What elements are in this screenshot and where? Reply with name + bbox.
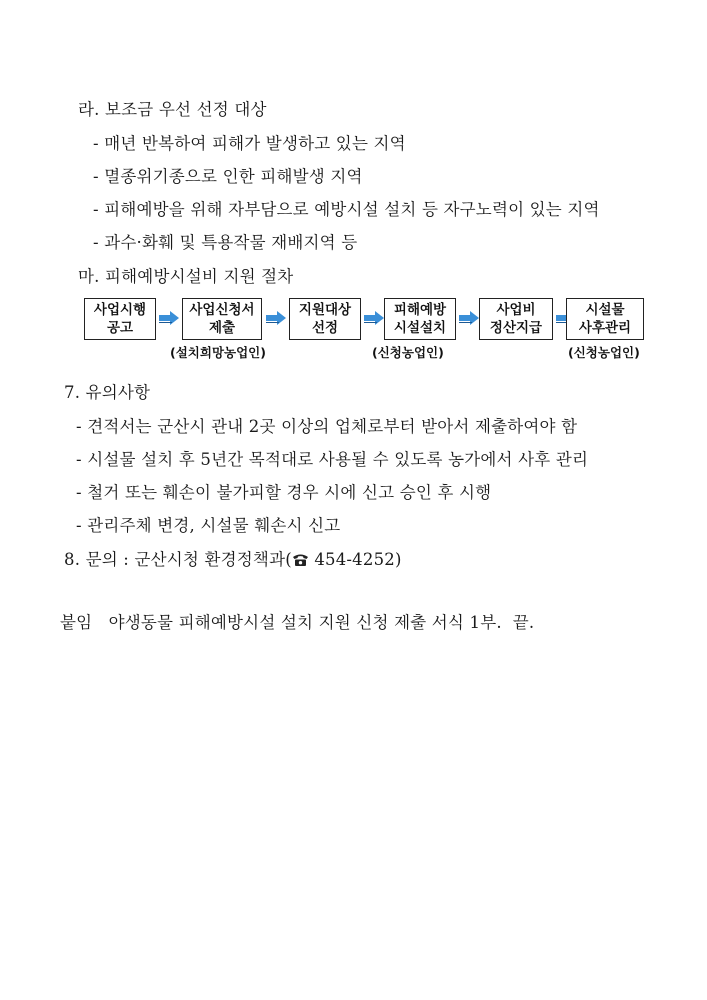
flow-step-5 xyxy=(479,298,553,340)
flow-step-6-note: (신청농업인) xyxy=(568,345,640,360)
flow-step-6-line1: 시설물 xyxy=(585,302,625,318)
section-ra-item-1: - 매년 반복하여 피해가 발생하고 있는 지역 xyxy=(93,134,406,153)
flow-step-3-line2: 선정 xyxy=(311,320,339,336)
flow-step-4-note: (신청농업인) xyxy=(372,345,444,360)
flow-step-3 xyxy=(289,298,361,340)
section-ra-item-2: - 멸종위기종으로 인한 피해발생 지역 xyxy=(93,167,363,186)
flow-step-5-line1: 사업비 xyxy=(496,302,536,318)
flow-step-6 xyxy=(566,298,644,340)
procedure-flowchart xyxy=(84,298,644,362)
flow-step-2-note: (설치희망농업인) xyxy=(170,345,266,360)
section-7-item-1: - 견적서는 군산시 관내 2곳 이상의 업체로부터 받아서 제출하여야 함 xyxy=(76,417,578,436)
flow-arrow-icon xyxy=(364,310,384,326)
section-7-heading: 7. 유의사항 xyxy=(64,383,151,402)
flow-step-2-line1: 사업신청서 xyxy=(189,302,255,318)
section-8-prefix: 8. 문의 : 군산시청 환경정책과( xyxy=(64,550,292,569)
flow-step-1-line1: 사업시행 xyxy=(93,302,147,318)
flow-step-1 xyxy=(84,298,156,340)
section-7-item-2: - 시설물 설치 후 5년간 목적대로 사용될 수 있도록 농가에서 사후 관리 xyxy=(76,450,589,469)
section-7-item-3: - 철거 또는 훼손이 불가피할 경우 시에 신고 승인 후 시행 xyxy=(76,483,492,502)
section-8-contact xyxy=(64,546,402,570)
attachment-text: 야생동물 피해예방시설 설치 지원 신청 제출 서식 1부. xyxy=(108,613,502,632)
flow-step-5-line2: 정산지급 xyxy=(489,320,543,336)
section-ra-item-3: - 피해예방을 위해 자부담으로 예방시설 설치 등 자구노력이 있는 지역 xyxy=(93,200,600,219)
flow-arrow-icon xyxy=(159,310,179,326)
attachment-line xyxy=(60,609,534,633)
flow-step-4-line1: 피해예방 xyxy=(393,302,447,318)
flow-step-1-line2: 공고 xyxy=(106,320,134,336)
section-ra-item-4: - 과수·화훼 및 특용작물 재배지역 등 xyxy=(93,233,358,252)
section-7-item-4: - 관리주체 변경, 시설물 훼손시 신고 xyxy=(76,516,341,535)
attachment-end: 끝. xyxy=(512,613,535,632)
flow-step-6-line2: 사후관리 xyxy=(578,320,632,336)
phone-icon xyxy=(292,552,309,567)
flow-step-4 xyxy=(384,298,456,340)
flow-arrow-icon xyxy=(459,310,479,326)
flow-step-2 xyxy=(182,298,262,340)
flow-arrow-icon xyxy=(266,310,286,326)
section-ma-heading: 마. 피해예방시설비 지원 절차 xyxy=(78,267,294,286)
section-8-phone: 454-4252) xyxy=(314,550,402,569)
flow-step-2-line2: 제출 xyxy=(208,320,236,336)
flow-step-3-line1: 지원대상 xyxy=(298,302,352,318)
attachment-label: 붙임 xyxy=(60,613,93,632)
flow-step-4-line2: 시설설치 xyxy=(393,320,447,336)
section-ra-heading: 라. 보조금 우선 선정 대상 xyxy=(78,100,267,119)
